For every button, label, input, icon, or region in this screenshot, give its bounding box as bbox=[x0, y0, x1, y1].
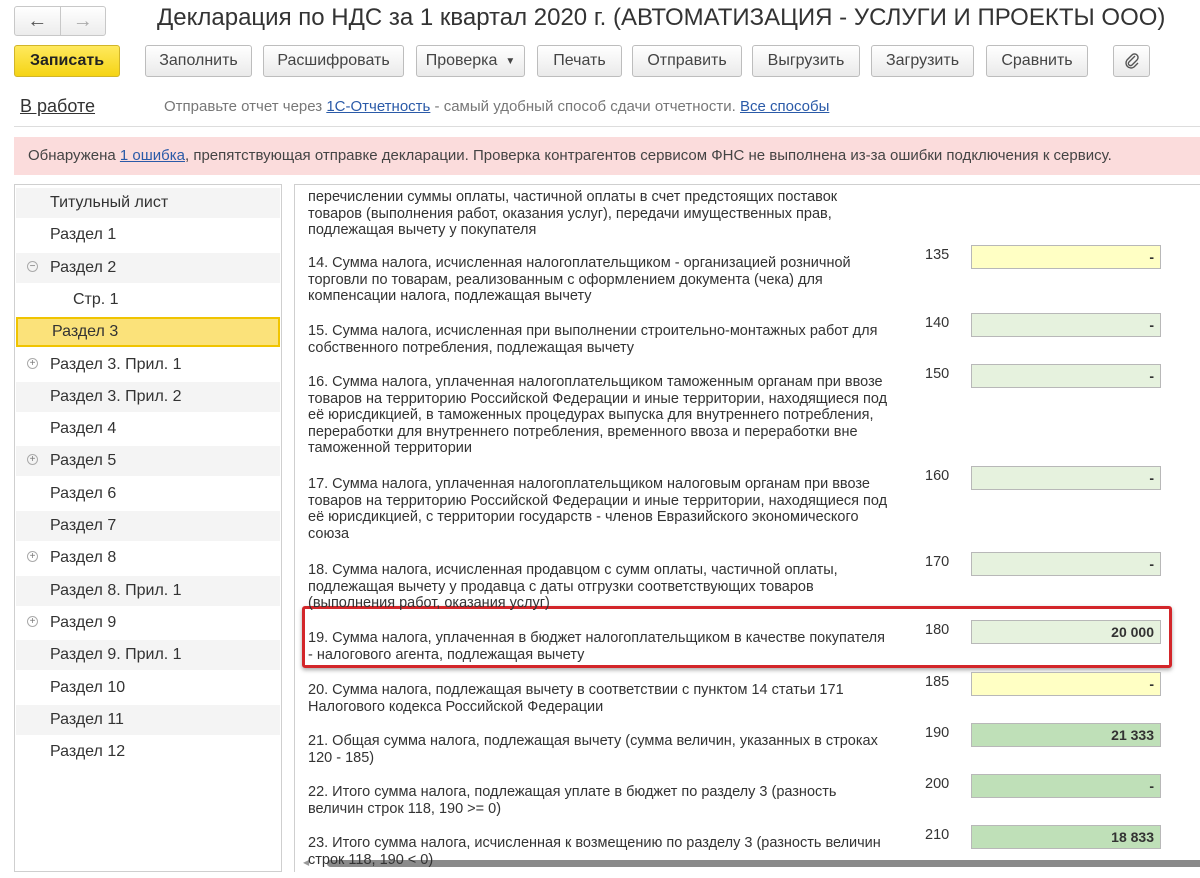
tree-item-label: Раздел 8 bbox=[50, 549, 117, 567]
row-description: 17. Сумма налога, уплаченная налогоплательщиком налоговым органам при ввозе товаров на территорию Российской Федерации и иные территории, находящиеся под её юрисдикцией, с территории государств - членов Евразийского экономического союза bbox=[308, 476, 888, 542]
tree-item[interactable] bbox=[16, 640, 280, 670]
row-description: 18. Сумма налога, исчисленная продавцом с сумм оплаты, частичной оплаты, подлежащая вычету у продавца с даты отгрузки соответствующих товаров (выполнения работ, оказания услуг) bbox=[308, 562, 838, 611]
check-dropdown-button[interactable] bbox=[416, 45, 525, 77]
caret-down-icon: ▼ bbox=[505, 55, 516, 67]
row-description: 14. Сумма налога, исчисленная налогоплательщиком - организацией розничной торговли по товарам, реализованным с оформлением документа (чека) для компенсации налога, подлежащая вычету bbox=[308, 255, 851, 304]
amount-field[interactable]: - bbox=[971, 364, 1161, 388]
tree-item[interactable] bbox=[16, 737, 280, 767]
status-msg-prefix: Отправьте отчет через bbox=[164, 98, 327, 115]
compare-button[interactable]: Сравнить bbox=[986, 45, 1088, 77]
line-code: 185 bbox=[925, 674, 950, 690]
save-button[interactable]: Записать bbox=[14, 45, 120, 77]
tree-item[interactable] bbox=[16, 479, 280, 509]
divider bbox=[14, 126, 1200, 127]
amount-field[interactable]: - bbox=[971, 313, 1161, 337]
line-code: 210 bbox=[925, 827, 950, 843]
tree-item[interactable] bbox=[16, 446, 280, 476]
line-code: 160 bbox=[925, 468, 950, 484]
tree-item[interactable] bbox=[16, 382, 280, 412]
tree-item-label: Раздел 3. Прил. 1 bbox=[50, 355, 182, 373]
tree-item-label: Раздел 11 bbox=[50, 710, 124, 728]
tree-item[interactable] bbox=[16, 511, 280, 541]
window-title: Декларация по НДС за 1 квартал 2020 г. (АВТОМАТИЗАЦИЯ - УСЛУГИ И ПРОЕКТЫ ООО) bbox=[157, 4, 1166, 31]
section-content bbox=[294, 184, 1200, 872]
tree-item[interactable] bbox=[16, 608, 280, 638]
tree-item[interactable] bbox=[16, 543, 280, 573]
status-message bbox=[164, 98, 829, 115]
error-link[interactable]: 1 ошибка bbox=[119, 147, 185, 164]
amount-field[interactable]: 20 000 bbox=[971, 620, 1161, 644]
line-code: 135 bbox=[925, 247, 950, 263]
scroll-left-icon[interactable]: ◀ bbox=[303, 858, 310, 867]
tree-item[interactable] bbox=[16, 705, 280, 735]
send-button[interactable]: Отправить bbox=[632, 45, 742, 77]
attach-button[interactable] bbox=[1113, 45, 1150, 77]
row-description: 15. Сумма налога, исчисленная при выполнении строительно-монтажных работ для собственного потребления, подлежащая вычету bbox=[308, 323, 878, 356]
tree-item-label: Титульный лист bbox=[50, 194, 169, 211]
line-code: 140 bbox=[925, 315, 950, 331]
export-button[interactable]: Выгрузить bbox=[752, 45, 860, 77]
line-code: 190 bbox=[925, 725, 950, 741]
row-description: 23. Итого сумма налога, исчисленная к возмещению по разделу 3 (разность величин строк 118, 190 < 0) bbox=[308, 835, 881, 868]
expand-icon[interactable]: + bbox=[27, 551, 38, 562]
toolbar bbox=[0, 45, 1200, 79]
print-button[interactable]: Печать bbox=[537, 45, 622, 77]
tree-item[interactable] bbox=[16, 414, 280, 444]
all-methods-link[interactable]: Все способы bbox=[739, 98, 830, 115]
reporting-link[interactable]: 1С-Отчетность bbox=[326, 98, 431, 115]
tree-item[interactable] bbox=[16, 576, 280, 606]
amount-field[interactable]: - bbox=[971, 672, 1161, 696]
amount-field[interactable]: - bbox=[971, 466, 1161, 490]
tree-item-label: Раздел 4 bbox=[50, 420, 117, 438]
paperclip-icon bbox=[1124, 52, 1140, 70]
expand-icon[interactable]: + bbox=[27, 454, 38, 465]
tree-item-label: Раздел 9. Прил. 1 bbox=[50, 646, 182, 664]
line-code: 200 bbox=[925, 776, 950, 792]
tree-item-label: Стр. 1 bbox=[73, 290, 119, 308]
tree-item[interactable] bbox=[16, 253, 280, 283]
row-description: 19. Сумма налога, уплаченная в бюджет налогоплательщиком в качестве покупателя - налогового агента, подлежащая вычету bbox=[308, 630, 885, 663]
back-arrow-icon[interactable]: ← bbox=[27, 9, 48, 32]
tree-item[interactable] bbox=[16, 317, 280, 347]
tree-item[interactable] bbox=[16, 350, 280, 380]
line-code: 180 bbox=[925, 622, 950, 638]
tree-item-label: Раздел 3. Прил. 2 bbox=[50, 387, 182, 405]
amount-field[interactable]: 21 333 bbox=[971, 723, 1161, 747]
tree-item[interactable] bbox=[16, 220, 280, 250]
expand-icon[interactable]: + bbox=[27, 358, 38, 369]
tree-item-label: Раздел 9 bbox=[50, 613, 117, 631]
sections-tree bbox=[14, 184, 282, 872]
amount-field[interactable]: - bbox=[971, 552, 1161, 576]
tree-item-label: Раздел 7 bbox=[50, 517, 117, 534]
collapse-icon[interactable]: − bbox=[27, 261, 38, 272]
tree-item-label: Раздел 10 bbox=[50, 678, 126, 696]
history-nav bbox=[14, 6, 106, 36]
tree-item-label: Раздел 8. Прил. 1 bbox=[50, 581, 182, 599]
tree-item[interactable] bbox=[16, 285, 280, 315]
row-description: 16. Сумма налога, уплаченная налогоплательщиком таможенным органам при ввозе товаров на территорию Российской Федерации и иные территории, находящиеся под её юрисдикцией, в таможенных процедурах выпуска для внутреннего потребления, переработки для внутреннего потребления, временного ввоза и переработки вне таможенной территории bbox=[308, 374, 888, 456]
expand-icon[interactable]: + bbox=[27, 616, 38, 627]
line-code: 150 bbox=[925, 366, 950, 382]
amount-field[interactable]: - bbox=[971, 774, 1161, 798]
status-label[interactable]: В работе bbox=[20, 96, 96, 116]
error-banner bbox=[14, 137, 1200, 175]
tree-item-label: Раздел 6 bbox=[50, 484, 117, 502]
tree-item-label: Раздел 3 bbox=[52, 323, 119, 341]
decode-button[interactable]: Расшифровать bbox=[263, 45, 404, 77]
fill-button[interactable]: Заполнить bbox=[145, 45, 252, 77]
row-description: 22. Итого сумма налога, подлежащая уплате в бюджет по разделу 3 (разность величин строк 118, 190 >= 0) bbox=[308, 784, 837, 817]
tree-item[interactable] bbox=[16, 673, 280, 703]
row-description: 20. Сумма налога, подлежащая вычету в соответствии с пунктом 14 статьи 171 Налогового кодекса Российской Федерации bbox=[308, 682, 844, 715]
amount-field[interactable]: - bbox=[971, 245, 1161, 269]
tree-item-label: Раздел 2 bbox=[50, 258, 117, 276]
error-suffix: , препятствующая отправке декларации. Проверка контрагентов сервисом ФНС не выполнена из-за ошибки подключения к сервису. bbox=[185, 147, 1112, 164]
tree-item-label: Раздел 1 bbox=[50, 226, 117, 244]
status-msg-middle: - самый удобный способ сдачи отчетности. bbox=[430, 98, 740, 115]
tree-item-label: Раздел 12 bbox=[50, 743, 126, 761]
row-description: 21. Общая сумма налога, подлежащая вычету (сумма величин, указанных в строках 120 - 185) bbox=[308, 733, 878, 766]
forward-arrow-icon[interactable]: → bbox=[60, 7, 106, 35]
import-button[interactable]: Загрузить bbox=[871, 45, 974, 77]
row-description: перечислении суммы оплаты, частичной оплаты в счет предстоящих поставок товаров (выполнения работ, оказания услуг), передачи имущественных прав, подлежащая вычету у покупателя bbox=[308, 189, 838, 238]
check-button-label: Проверка bbox=[425, 52, 498, 69]
line-code: 170 bbox=[925, 554, 950, 570]
error-prefix: Обнаружена bbox=[28, 147, 120, 164]
amount-field[interactable]: 18 833 bbox=[971, 825, 1161, 849]
tree-item-label: Раздел 5 bbox=[50, 452, 117, 470]
tree-item[interactable] bbox=[16, 188, 280, 218]
